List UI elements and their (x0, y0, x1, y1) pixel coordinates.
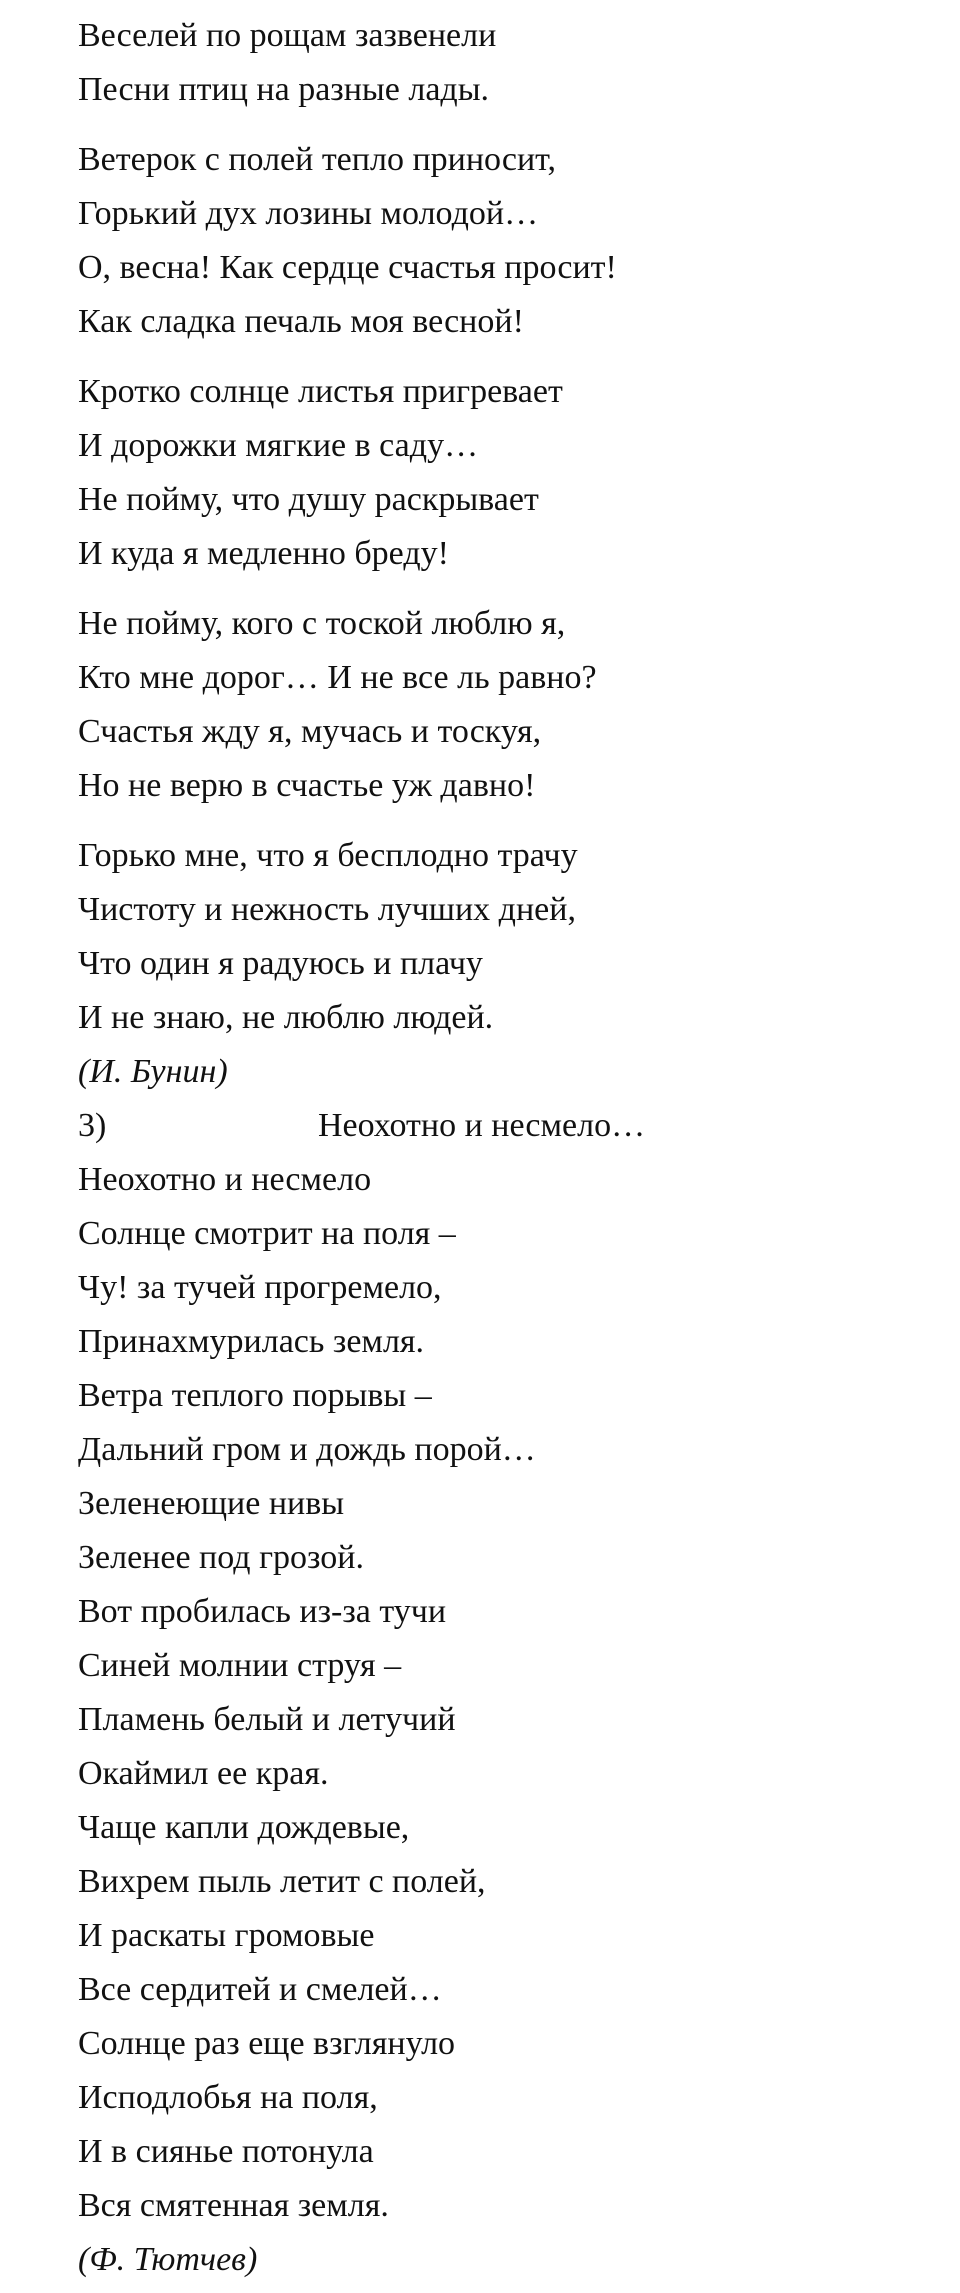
poem-line: Чистоту и нежность лучших дней, (78, 891, 576, 928)
poem-line: Ветерок с полей тепло приносит, (78, 141, 556, 178)
poem-line: Чаще капли дождевые, (78, 1809, 410, 1846)
poem-line: И не знаю, не люблю людей. (78, 999, 494, 1036)
poem-line: Кто мне дорог… И не все ль равно? (78, 659, 597, 696)
poem-line: Что один я радуюсь и плачу (78, 945, 483, 982)
poem-line: Неохотно и несмело (78, 1161, 372, 1198)
poem-line: Исподлобья на поля, (78, 2079, 378, 2116)
poem-line: Счастья жду я, мучась и тоскуя, (78, 713, 542, 750)
poem-line: И в сиянье потонула (78, 2133, 374, 2170)
poem-line: Но не верю в счастье уж давно! (78, 767, 536, 804)
poem-line: Вот пробилась из-за тучи (78, 1593, 447, 1630)
poem-line: Горький дух лозины молодой… (78, 195, 539, 232)
poem-line: Горько мне, что я бесплодно трачу (78, 837, 578, 874)
poem-title: Неохотно и несмело… (318, 1107, 646, 1144)
poem-line: Чу! за тучей прогремело, (78, 1269, 442, 1306)
poem-line: Не пойму, что душу раскрывает (78, 481, 539, 518)
poem-line: Кротко солнце листья пригревает (78, 373, 563, 410)
poem-line: Вихрем пыль летит с полей, (78, 1863, 486, 1900)
poem-line: Пламень белый и летучий (78, 1701, 456, 1738)
poem-line: И дорожки мягкие в саду… (78, 427, 479, 464)
poem-line: Ветра теплого порывы – (78, 1377, 432, 1414)
poem-line: Солнце раз еще взглянуло (78, 2025, 456, 2062)
poem-line: Не пойму, кого с тоской люблю я, (78, 605, 566, 642)
poem-line: Окаймил ее края. (78, 1755, 329, 1792)
poem-line: Зеленее под грозой. (78, 1539, 364, 1576)
poem-line: И раскаты громовые (78, 1917, 375, 1954)
poem-line: И куда я медленно бреду! (78, 535, 449, 572)
poem-line: Синей молнии струя – (78, 1647, 402, 1684)
poem-line: Веселей по рощам зазвенели (78, 17, 497, 54)
poem-author: (И. Бунин) (78, 1053, 228, 1090)
poem-line: Дальний гром и дождь порой… (78, 1431, 536, 1468)
poem-number: 3) (78, 1107, 107, 1144)
poem-line: О, весна! Как сердце счастья просит! (78, 249, 617, 286)
poem-line: Зеленеющие нивы (78, 1485, 345, 1522)
poem-line: Как сладка печаль моя весной! (78, 303, 524, 340)
poem-author: (Ф. Тютчев) (78, 2241, 258, 2278)
poem-line: Песни птиц на разные лады. (78, 71, 490, 108)
poem-line: Солнце смотрит на поля – (78, 1215, 456, 1252)
poem-line: Все сердитей и смелей… (78, 1971, 442, 2008)
poem-line: Вся смятенная земля. (78, 2187, 389, 2224)
poem-line: Принахмурилась земля. (78, 1323, 425, 1360)
